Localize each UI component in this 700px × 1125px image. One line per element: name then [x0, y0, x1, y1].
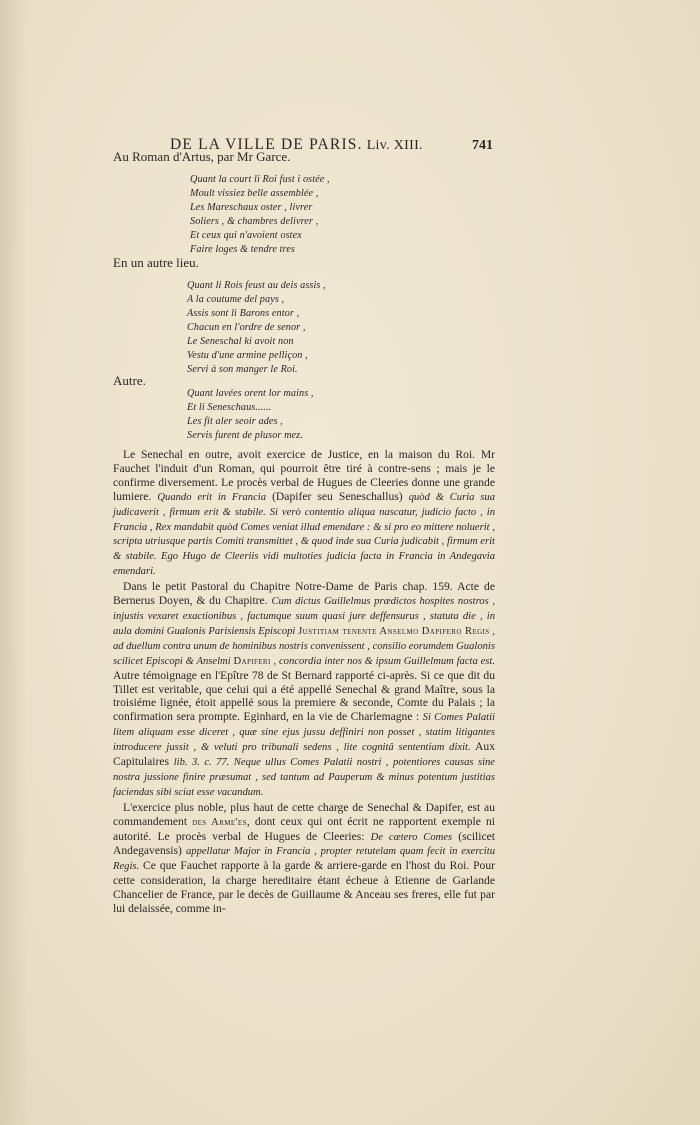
verse-line: A la coutume del pays , [187, 294, 285, 305]
text-run: Le Senechal en outre, avoit exercice de Justice, en la maison du Roi. Mr Fauchet l'induit d'un Roman, qui pourroit être tiré à contre-sens ; mais je le confirme diversement. Le procès verbal de Hugues de Cleeries donne une grande lumiere. [113, 448, 495, 503]
verse-line: Et li Seneschaus...... [187, 402, 272, 413]
verse-line: Quant la court li Roi fust i ostée , [190, 174, 330, 185]
verse-line: Faire loges & tendre tres [190, 244, 295, 255]
section-intro: En un autre lieu. [113, 255, 199, 270]
text-run: (scilicet Andegavensis) [113, 829, 496, 858]
verse-line: Vestu d'une armine pelliçon , [187, 350, 308, 361]
latin-quote: , concordia inter nos & ipsum Guillelmum facta est. [270, 655, 495, 667]
text-run: Aux Capitulaires [113, 740, 495, 769]
verse-line: Les fit aler seoir ades , [187, 416, 283, 427]
verse-line: Servis furent de plusor mez. [187, 430, 303, 441]
verse-line: Et ceux qui n'avoient ostex [190, 230, 302, 241]
verse-line: Le Seneschal ki avoit non [187, 336, 294, 347]
latin-quote: Cum dictus Guillelmus prædictos hospites nostros , injustis vexaret exactionibus , factumque suum quasi jure deffensurus , statuta die , in aula domini Gualonis Parisiensis Episcopi [113, 596, 495, 637]
text-run: Ce que Fauchet rapporte à la garde & arriere-garde en l'host du Roi. Pour cette consideration, la charge hereditaire étant écheue à Etienne de Garlande Chancelier de France, par le decès de Guillaume & Anceau ses freres, elle fut par lui delaissée, comme in- [113, 859, 495, 916]
small-caps-run: Justitiam tenente Anselmo Dapifero Regis [298, 625, 490, 637]
latin-quote: quòd & Curia sua judicaverit , firmum erit & stabile. Si verò contentio aliqua nascatur, judicio facto , in Francia , Rex mandabit quòd Comes veniat illud emendare : & si pro eo mittere noluerit , scripta utriusque partis Comiti transmittet , & quod inde sua Curia judicabit , firmum erit & stabile. Ego Hugo de Cleeriis vidi multoties judicia facta in Francia in Andegavia emendari. [113, 491, 495, 578]
small-caps-run: Dapiferi [233, 655, 271, 667]
running-head-title: DE LA VILLE DE PARIS. [170, 136, 363, 153]
latin-quote: Si Comes Palatii litem aliquam esse diceret , quæ sine ejus jussu deffiniri non posset , statim litigantes introducere jussit , & veluti pro tribunali sedens , lite cognitâ sententiam dixit. [113, 712, 495, 754]
page-gutter-shadow [0, 0, 28, 1125]
verse-line: Soliers , & chambres delivrer , [190, 216, 319, 227]
running-head-book: Liv. XIII. [366, 138, 423, 153]
text-run: , dont ceux qui ont écrit ne rapportent exemple ni autorité. Le procès verbal de Hugues de Cleeries: [113, 814, 495, 843]
text-run: Autre témoignage en l'Epître 78 de St Bernard rapporté ci-après. Si ce que dit du Tillet est veritable, que celui qui a été appellé Senechal & grand Maître, sous la troisiéme lignée, étoit appellé sous la premiere & seconde, Comte du Palais ; la confirmation sera prompte. Eginhard, en la vie de Charlemagne : [113, 668, 495, 724]
page-number: 741 [472, 138, 493, 153]
verse-line: Quant li Rois feust au deis assis , [187, 280, 326, 291]
text-run: (Dapifer seu Seneschallus) [266, 489, 409, 503]
latin-quote: Quando erit in Francia [157, 491, 267, 503]
text-run: L'exercice plus noble, plus haut de cette charge de Senechal & Dapifer, est au commandement [113, 800, 495, 828]
section-intro: Au Roman d'Artus, par Mr Garce. [113, 149, 291, 164]
paragraph [113, 801, 495, 916]
latin-quote: appellatur Major in Francia , propter retutelam quam fecit in exercitu Regis. [113, 846, 495, 873]
latin-quote: lib. 3. c. 77. Neque ullus Comes Palatii nostri , potentiores causas sine nostra jussione finire præsumat , sed tantum ad Pauperum & minus potentum justitias faciendas sibi sciat esse vacandum. [113, 757, 496, 798]
paragraph [113, 580, 495, 800]
latin-quote: De cætero Comes [370, 831, 453, 843]
verse-line: Les Mareschaux oster , livrer [190, 202, 313, 213]
latin-quote: , ad duellum contra unum de hominibus nostris convenissent , consilio eorumdem Gualonis scilicet Episcopi & Anselmi [113, 625, 495, 667]
verse-line: Chacun en l'ordre de senor , [187, 322, 306, 333]
small-caps-run: des Arme'es [192, 816, 247, 828]
paragraph [113, 448, 495, 579]
verse-line: Servi à son manger le Roi. [187, 364, 298, 375]
verse-line: Assis sont li Barons entor , [187, 308, 300, 319]
verse-line: Moult vissiez belle assemblée , [190, 188, 319, 199]
text-run: Dans le petit Pastoral du Chapitre Notre-Dame de Paris chap. 159. Acte de Bernerus Doyen, & du Chapitre. [113, 580, 495, 608]
section-intro: Autre. [113, 373, 146, 388]
prose-body [113, 448, 495, 916]
verse-line: Quant lavées orent lor mains , [187, 388, 314, 399]
